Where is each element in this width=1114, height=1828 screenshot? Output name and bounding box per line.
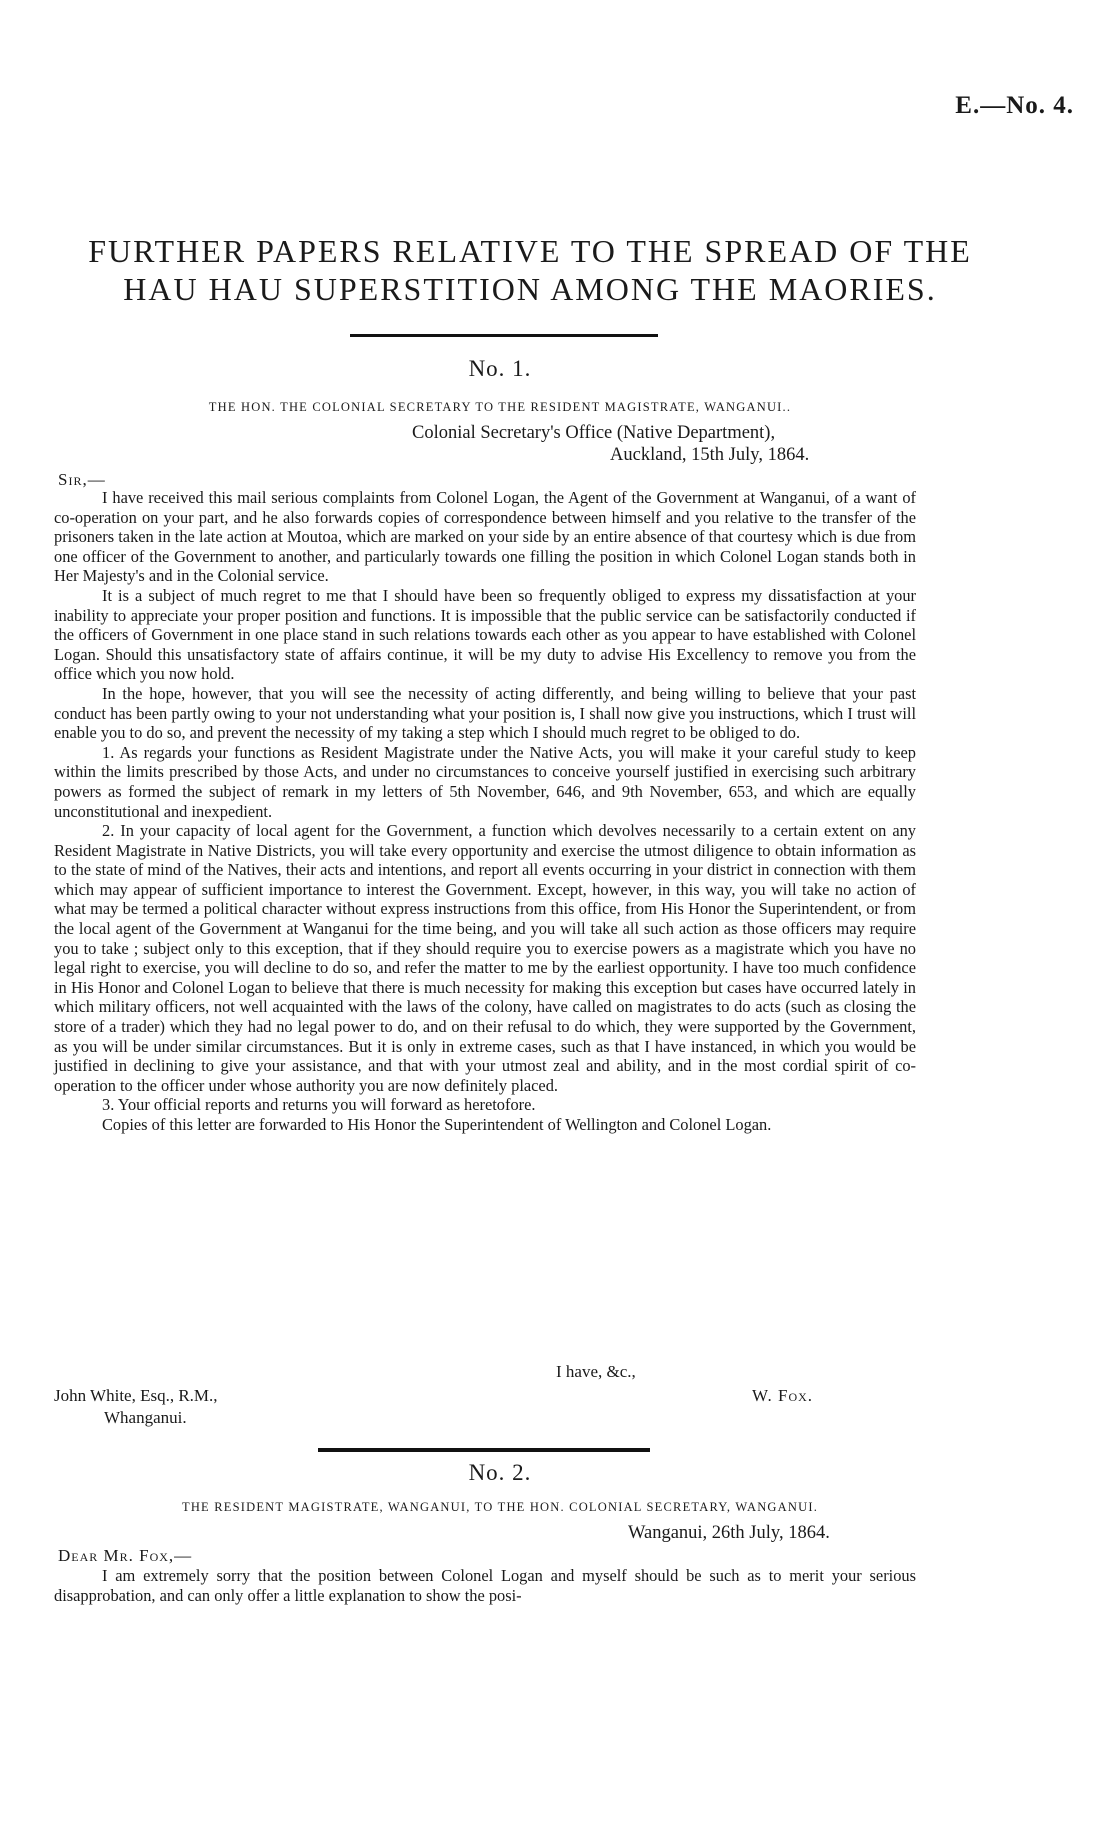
letter-2-body <box>54 1566 916 1605</box>
letter-2-caption: THE RESIDENT MAGISTRATE, WANGANUI, TO THE HON. COLONIAL SECRETARY, WANGANUI. <box>181 1500 819 1514</box>
letter-1-body <box>54 488 916 1135</box>
title-line-1: FURTHER PAPERS RELATIVE TO THE SPREAD OF THE <box>88 233 972 269</box>
letter-1-paragraph: It is a subject of much regret to me that I should have been so frequently obliged to express my dissatisfaction at your inability to appreciate your proper position and functions. It is impossible that the public service can be satisfactorily conducted if the officers of Government in one place stand in such relations towards each other as you appear to have established with Colonel Logan. Should this unsatisfactory state of affairs continue, it will be my duty to advise His Excellency to remove you from the office which you now hold. <box>54 585 916 684</box>
letter-divider <box>318 1448 650 1452</box>
letter-1-paragraph: I have received this mail serious complaints from Colonel Logan, the Agent of the Government at Wanganui, of a want of co-operation on your part, and he also forwards copies of correspondence between himself and you relative to the transfer of the prisoners taken in the late action at Moutoa, which are marked on your side by an entire absence of that courtesy which is due from one officer of the Government to another, and particularly towards one filling the position in which Colonel Logan stands both in Her Majesty's and in the Colonial service. <box>54 488 916 586</box>
letter-2-paragraph: I am extremely sorry that the position between Colonel Logan and myself should be such as to merit your serious disapprobation, and can only offer a little explanation to show the posi- <box>54 1566 916 1605</box>
letter-1-signature: W. Fox. <box>752 1386 814 1405</box>
letter-1-paragraph: 2. In your capacity of local agent for the Government, a function which devolves necessarily to a certain extent on any Resident Magistrate in Native Districts, you will take every opportunity and exercise the utmost diligence to obtain information as to the state of mind of the Natives, their acts and intentions, and report all events occurring in your district in connection with them which may appear of sufficient importance to interest the Government. Except, however, in this way, you will take no action of what may be termed a political character without express instructions from this office, from His Honor the Superintendent, or from the local agent of the Government at Wanganui for the time being, and you will take all such action as those officers may require you to take ; subject only to this exception, that if they should require you to exercise powers as a magistrate which you have no legal right to exercise, you will decline to do so, and refer the matter to me by the earliest opportunity. I have too much confidence in His Honor and Colonel Logan to believe that there is much necessity for making this exception but cases have occurred lately in which military officers, not well acquainted with the laws of the colony, have called on magistrates to do acts (such as closing the store of a trader) which they had no legal power to do, and on their refusal to do which, they were supported by the Government, as you will be under similar circumstances. But it is only in extreme cases, such as that I have instanced, in which you would be justified in declining to give your assistance, and that with your utmost zeal and ability, and in the most cordial spirit of co-operation to the officer under whose authority you are now definitely placed. <box>54 821 916 1095</box>
letter-1-salutation: Sir,— <box>58 470 106 489</box>
letter-2-salutation: Dear Mr. Fox,— <box>58 1546 193 1565</box>
letter-1-number: No. 1. <box>468 356 532 381</box>
letter-1-address-line-2: Auckland, 15th July, 1864. <box>610 445 810 465</box>
letter-1-addressee-place: Whanganui. <box>104 1408 187 1427</box>
letter-2-date: Wanganui, 26th July, 1864. <box>628 1523 830 1543</box>
letter-1-paragraph: In the hope, however, that you will see the necessity of acting differently, and being willing to believe that your past conduct has been partly owing to your not understanding what your position is, I shall now give you instructions, which I trust will enable you to do so, and prevent the necessity of my taking a step which I should much regret to be obliged to do. <box>54 683 916 743</box>
letter-2-number: No. 2. <box>468 1460 532 1485</box>
letter-1-caption: THE HON. THE COLONIAL SECRETARY TO THE RESIDENT MAGISTRATE, WANGANUI.. <box>208 400 792 414</box>
title-divider <box>350 334 658 337</box>
letter-1-paragraph: 1. As regards your functions as Resident Magistrate under the Native Acts, you will make it your careful study to keep within the limits prescribed by those Acts, and under no circumstances to conceive yourself justified in exercising such arbitrary powers as formed the subject of remark in my letters of 5th November, 646, and 9th November, 653, and which are equally unconstitutional and inexpedient. <box>54 742 916 821</box>
letter-1-addressee: John White, Esq., R.M., <box>54 1386 218 1405</box>
document-title <box>60 232 1000 308</box>
letter-1-paragraph: Copies of this letter are forwarded to His Honor the Superintendent of Wellington and Colonel Logan. <box>102 1115 772 1134</box>
document-reference: E.—No. 4. <box>955 92 1074 119</box>
letter-1-address-line-1: Colonial Secretary's Office (Native Department), <box>412 423 776 443</box>
title-line-2: HAU HAU SUPERSTITION AMONG THE MAORIES. <box>123 271 937 307</box>
letter-1-closing: I have, &c., <box>556 1362 636 1381</box>
letter-1-paragraph: 3. Your official reports and returns you will forward as heretofore. <box>102 1095 536 1115</box>
